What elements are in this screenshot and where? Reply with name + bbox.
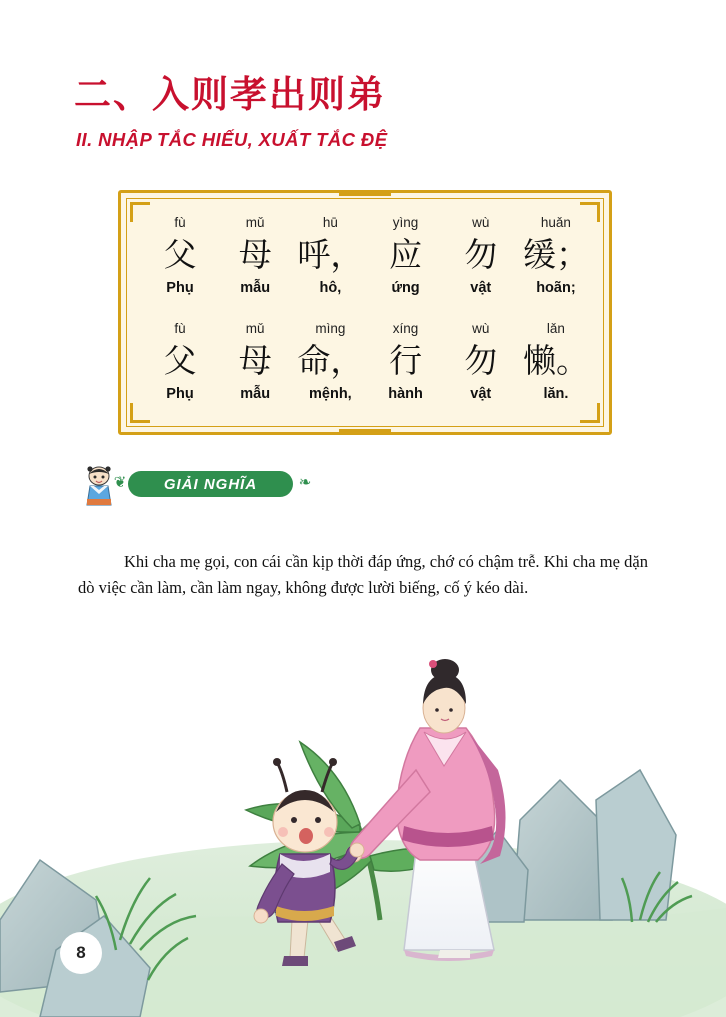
verse-character-column	[369, 215, 443, 297]
verse-character-column	[369, 321, 443, 403]
pinyin-text: xíng	[392, 321, 419, 336]
page-title-vietnamese: II. NHẬP TẮC HIẾU, XUẤT TẮC ĐỆ	[76, 129, 388, 150]
hanzi-text: 母	[238, 235, 272, 274]
vietnamese-text: lăn.	[543, 386, 569, 402]
hanzi-text: 应	[389, 235, 423, 274]
pinyin-text: hū	[322, 215, 338, 230]
verse-character-column	[143, 321, 217, 403]
verse-line	[143, 321, 593, 403]
verse-character-column	[519, 215, 593, 297]
vietnamese-text: hô,	[319, 280, 342, 296]
pinyin-text: mǔ	[245, 321, 265, 336]
pinyin-text: wù	[472, 321, 490, 336]
hanzi-text: 呼，	[297, 235, 364, 274]
vietnamese-text: mẫu	[240, 280, 271, 296]
hanzi-text: 勿	[464, 235, 498, 274]
pinyin-text: mìng	[315, 321, 346, 336]
vietnamese-text: vật	[470, 386, 492, 402]
verse-character-column	[519, 321, 593, 403]
vietnamese-text: mệnh,	[309, 386, 352, 402]
corner-ornament-bottom-left	[130, 403, 150, 423]
pinyin-text: yìng	[392, 215, 419, 230]
verse-character-column	[218, 215, 292, 297]
hanzi-text: 父	[163, 235, 197, 274]
corner-ornament-bottom-right	[580, 403, 600, 423]
swirl-ornament-icon: ❦	[113, 475, 127, 491]
verse-character-column	[218, 321, 292, 403]
vietnamese-text: ứng	[391, 280, 420, 296]
hanzi-text: 懒。	[522, 341, 589, 380]
pinyin-text: huǎn	[540, 215, 571, 230]
verse-line	[143, 215, 593, 297]
verse-character-column	[444, 215, 518, 297]
page-title-chinese: 二、入则孝出则弟	[74, 72, 386, 116]
hanzi-text: 母	[238, 341, 272, 380]
explanation-paragraph: Khi cha mẹ gọi, con cái cần kịp thời đáp ứng, chớ có chậm trễ. Khi cha mẹ dặn dò việc cần làm, cần làm ngay, không được lười biếng, cố ý kéo dài.	[78, 551, 648, 597]
pinyin-text: fù	[174, 215, 186, 230]
section-banner-label: GIẢI NGHĨA	[128, 471, 293, 497]
hanzi-text: 行	[389, 341, 423, 380]
pinyin-text: mǔ	[245, 215, 265, 230]
verse-box	[118, 190, 612, 435]
vietnamese-text: hành	[388, 386, 423, 402]
hanzi-text: 命，	[297, 341, 364, 380]
vietnamese-text: Phụ	[166, 386, 194, 402]
frame-notch-bottom	[339, 429, 391, 432]
mother-and-child-illustration	[0, 620, 726, 1017]
swirl-ornament-icon: ❧	[298, 475, 312, 491]
pinyin-text: lǎn	[546, 321, 565, 336]
page-number: 8	[60, 932, 102, 974]
verse-character-column	[293, 215, 367, 297]
pinyin-text: wù	[472, 215, 490, 230]
hanzi-text: 父	[163, 341, 197, 380]
verse-character-column	[293, 321, 367, 403]
vietnamese-text: mẫu	[240, 386, 271, 402]
vietnamese-text: vật	[470, 280, 492, 296]
vietnamese-text: hoãn;	[536, 280, 576, 296]
vietnamese-text: Phụ	[166, 280, 194, 296]
verse-character-column	[143, 215, 217, 297]
section-banner	[82, 465, 362, 509]
hanzi-text: 缓；	[522, 235, 589, 274]
frame-notch-top	[339, 193, 391, 196]
verse-character-column	[444, 321, 518, 403]
pinyin-text: fù	[174, 321, 186, 336]
hanzi-text: 勿	[464, 341, 498, 380]
